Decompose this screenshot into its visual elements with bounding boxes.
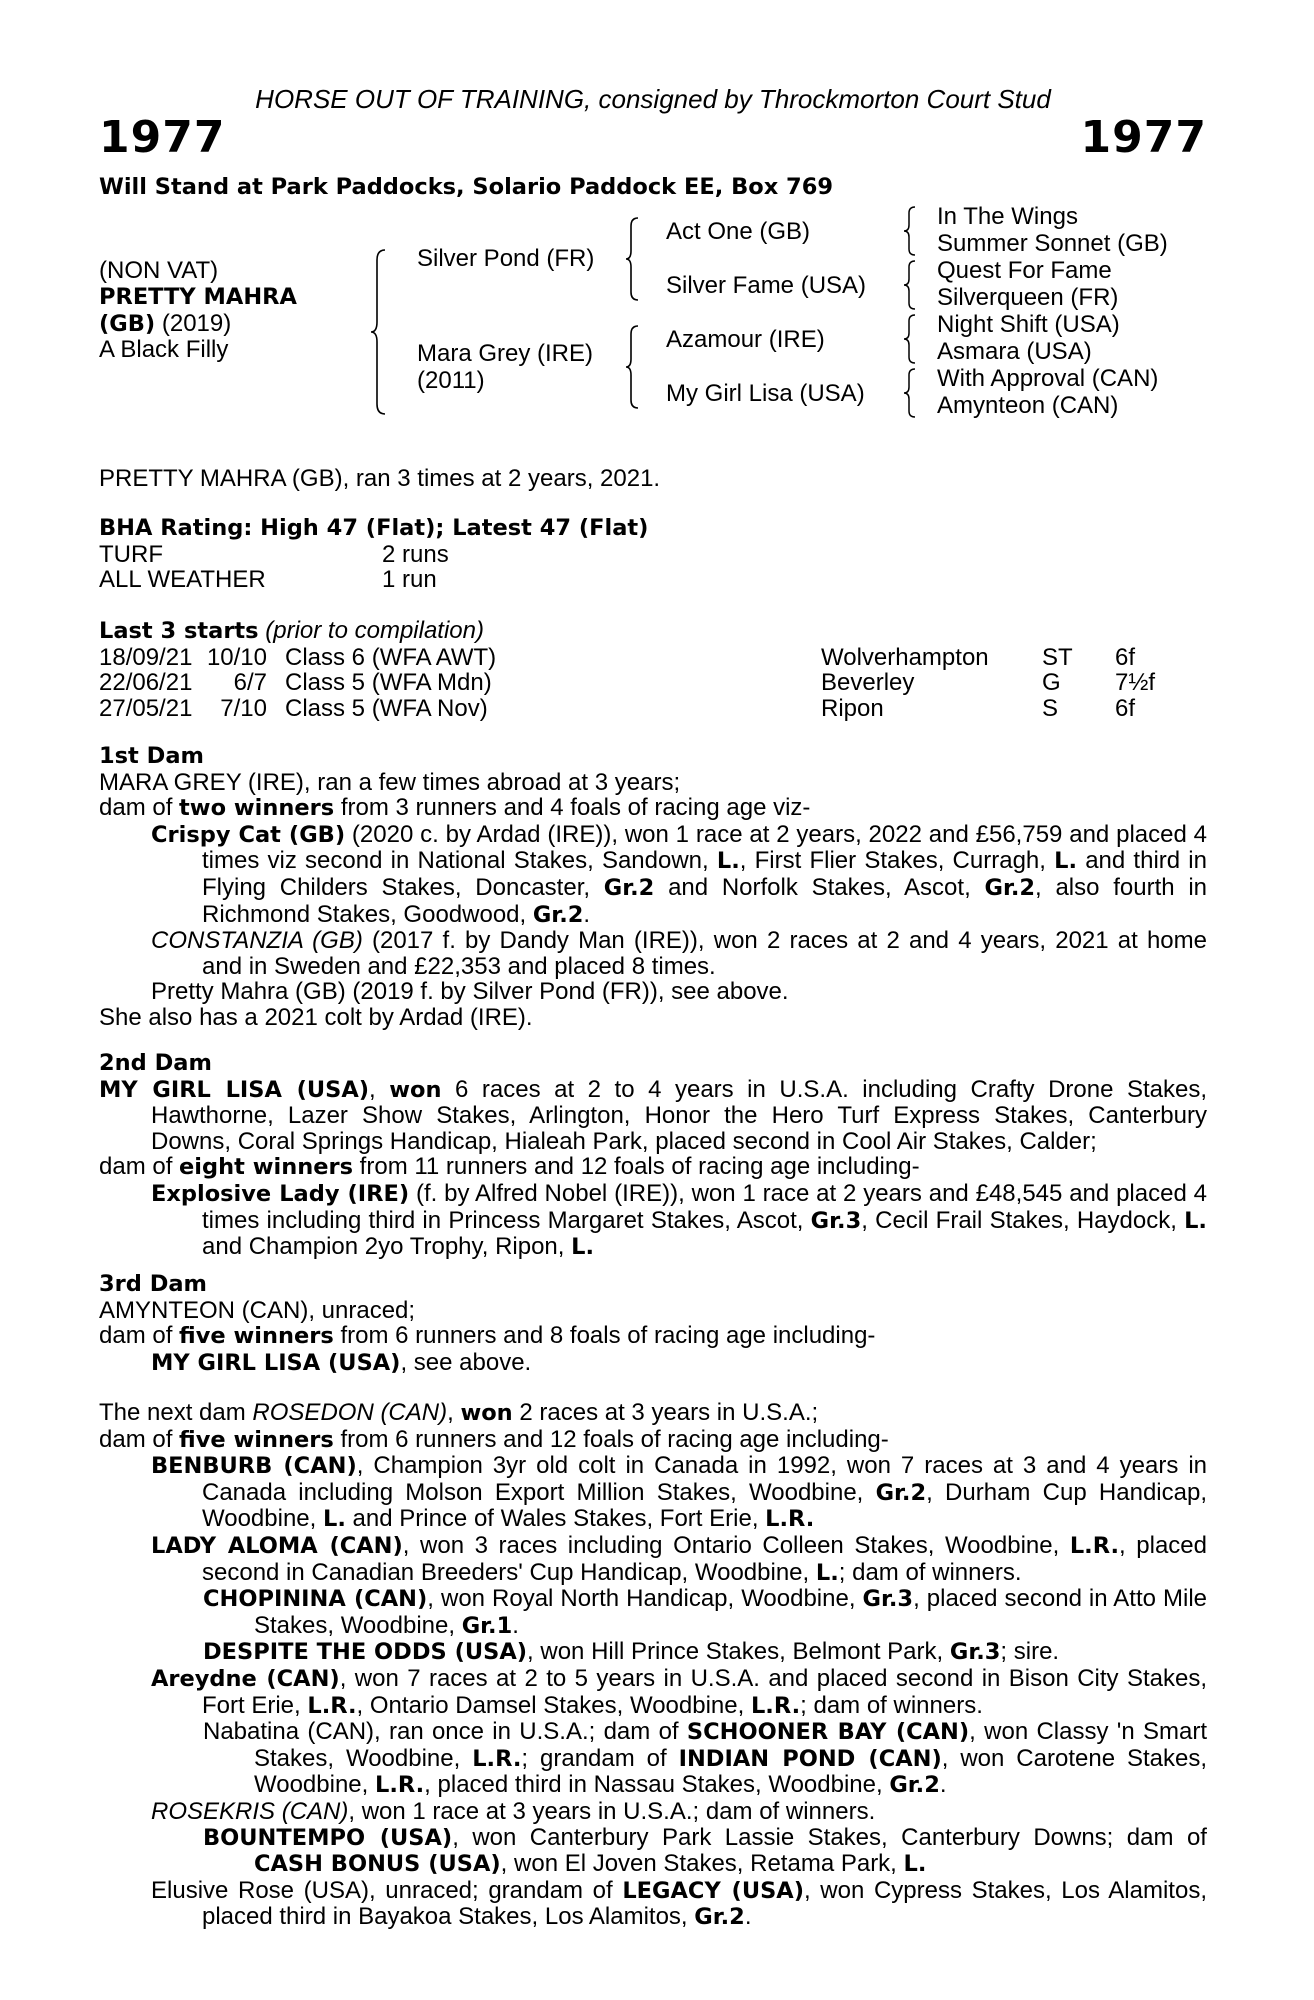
grade: L. <box>571 1234 594 1261</box>
rating-runs: 2 runs <box>382 540 449 568</box>
winners-count: five winners <box>179 1323 334 1350</box>
pedigree-dam-year: (2011) <box>417 367 485 394</box>
grade: L. <box>716 848 740 875</box>
third-dam-produce <box>99 1323 1207 1350</box>
grade: Gr.3 <box>862 1586 914 1613</box>
pedigree-g2-2: Silver Fame (USA) <box>666 272 867 299</box>
grade: L.R. <box>765 1506 815 1533</box>
pedigree-brace-g3-1 <box>902 205 918 257</box>
start-race: Class 5 (WFA Mdn) <box>285 669 492 697</box>
pedigree-g3-4: Silverqueen (FR) <box>937 284 1119 311</box>
text: . <box>512 1611 519 1639</box>
rating-surface: ALL WEATHER <box>99 566 266 594</box>
text: 2 races at 3 years in U.S.A.; <box>512 1399 819 1426</box>
text: , Champion 3yr old colt in Canada in 1992, won 7 races at 3 and 4 years in Canada including Molson Export Million Stakes, Woodbine, <box>202 1452 1207 1506</box>
produce-name: LEGACY (USA) <box>622 1877 804 1904</box>
text: from 6 runners and 8 foals of racing age including- <box>333 1322 876 1350</box>
produce-entry <box>99 1586 1207 1639</box>
pedigree-brace-dam <box>624 324 642 410</box>
start-row <box>99 645 1207 671</box>
text: , won Canterbury Park Lassie Stakes, Canterbury Downs; dam of <box>452 1823 1207 1851</box>
starts-note: (prior to compilation) <box>265 617 484 644</box>
start-going: S <box>1042 694 1059 722</box>
rating-heading: BHA Rating: High 47 (Flat); Latest 47 (Flat) <box>99 515 649 541</box>
produce-name: MY GIRL LISA (USA) <box>151 1349 401 1376</box>
pedigree-sire: Silver Pond (FR) <box>417 245 595 272</box>
text: , won Classy 'n Smart Stakes, Woodbine, <box>254 1718 1207 1772</box>
start-distance: 6f <box>1115 643 1136 671</box>
text: , won 3 races including Ontario Colleen Stakes, Woodbine, <box>402 1531 1070 1559</box>
grade: Gr.3 <box>949 1639 1001 1666</box>
produce-name: CHOPININA (CAN) <box>203 1586 428 1613</box>
lot-number-left: 1977 <box>99 112 226 163</box>
produce-name: BOUNTEMPO (USA) <box>203 1824 453 1851</box>
winners-count: eight winners <box>179 1154 354 1181</box>
grade: L.R. <box>472 1745 522 1772</box>
text: (f. by Alfred Nobel (IRE)), won 1 race at 2 years and £48,545 and placed 4 times including third in Princess Margaret Stakes, Ascot, <box>202 1179 1207 1234</box>
text: , see above. <box>400 1348 532 1376</box>
start-going: G <box>1042 669 1061 697</box>
text: and Prince of Wales Stakes, Fort Erie, <box>345 1505 766 1533</box>
horse-country-year <box>99 311 231 337</box>
grade: L.R. <box>307 1692 357 1719</box>
start-date: 22/06/21 <box>99 669 193 697</box>
produce-entry <box>99 1639 1207 1666</box>
text: , Cecil Frail Stakes, Haydock, <box>861 1206 1185 1234</box>
produce-name: LADY ALOMA (CAN) <box>151 1532 403 1559</box>
grade: L. <box>815 1559 839 1586</box>
pedigree-brace-g3-2 <box>902 259 918 311</box>
produce-entry <box>99 1878 1207 1931</box>
text: ; dam of winners. <box>800 1691 983 1719</box>
text: , won Carotene Stakes, Woodbine, <box>254 1744 1208 1799</box>
lot-number-right: 1977 <box>1080 112 1207 163</box>
first-dam-line: MARA GREY (IRE), ran a few times abroad at 3 years; <box>99 768 681 796</box>
produce-name: ROSEKRIS (CAN) <box>151 1797 349 1825</box>
horse-description: A Black Filly <box>99 336 229 363</box>
text: ; grandam of <box>521 1744 679 1772</box>
produce-entry <box>99 1825 1207 1878</box>
pedigree-g2-3: Azamour (IRE) <box>666 326 825 353</box>
start-course: Wolverhampton <box>821 643 989 671</box>
text: , placed second in Canadian Breeders' Cup Handicap, Woodbine, <box>202 1531 1207 1586</box>
grade: Gr.2 <box>875 1479 927 1506</box>
start-going: ST <box>1042 643 1073 671</box>
produce-name: SCHOONER BAY (CAN) <box>686 1719 970 1746</box>
text: , Durham Cup Handicap, Woodbine, <box>202 1478 1207 1533</box>
produce-entry <box>99 1799 1207 1825</box>
pedigree-g3-3: Quest For Fame <box>937 257 1112 284</box>
start-distance: 6f <box>1115 694 1136 722</box>
vat-status: (NON VAT) <box>99 257 219 284</box>
second-dam-line <box>99 1077 1207 1155</box>
text: , Ontario Damsel Stakes, Woodbine, <box>356 1691 751 1719</box>
grade: L. <box>322 1506 346 1533</box>
second-dam-heading: 2nd Dam <box>99 1050 212 1076</box>
first-dam-heading: 1st Dam <box>99 743 204 769</box>
race-summary: PRETTY MAHRA (GB), ran 3 times at 2 years, 2021. <box>99 465 661 492</box>
text: , First Flier Stakes, Curragh, <box>739 847 1055 875</box>
text: , won Hill Prince Stakes, Belmont Park, <box>527 1638 950 1666</box>
grade: Gr.2 <box>603 874 655 901</box>
grade: Gr.2 <box>984 874 1036 901</box>
text: Elusive Rose (USA), unraced; grandam of <box>151 1876 623 1904</box>
grade: L.R. <box>1069 1532 1120 1559</box>
pedigree-g3-6: Asmara (USA) <box>937 338 1092 365</box>
second-dam-section <box>99 1051 1207 1261</box>
produce-entry <box>99 1719 1207 1799</box>
start-distance: 7½f <box>1115 669 1156 697</box>
pedigree-g3-7: With Approval (CAN) <box>937 365 1159 392</box>
grade: Gr.2 <box>694 1904 745 1931</box>
text: . <box>744 1903 752 1931</box>
horse-year: (2019) <box>161 310 232 337</box>
start-date: 18/09/21 <box>99 643 193 671</box>
grade: Gr.2 <box>889 1772 940 1799</box>
text: from 11 runners and 12 foals of racing age including- <box>353 1153 920 1181</box>
text: and third in Flying Childers Stakes, Doncaster, <box>202 847 1207 901</box>
pedigree-brace-g3-4 <box>902 367 918 419</box>
text: , <box>447 1399 461 1426</box>
start-race: Class 5 (WFA Nov) <box>285 694 488 722</box>
starts-heading: Last 3 starts <box>99 618 259 644</box>
produce-name: Explosive Lady (IRE) <box>151 1180 410 1207</box>
produce-entry: Pretty Mahra (GB) (2019 f. by Silver Pond (FR)), see above. <box>151 978 789 1006</box>
text: ; dam of winners. <box>838 1558 1022 1586</box>
second-dam-produce <box>99 1154 1207 1181</box>
text: dam of <box>99 1153 180 1181</box>
starts-section <box>99 618 1207 721</box>
rating-row-aw <box>99 567 1207 593</box>
pedigree-dam: Mara Grey (IRE) <box>417 340 594 367</box>
horse-name-line <box>99 284 297 310</box>
starts-heading-line <box>99 618 1207 645</box>
grade: L.R. <box>374 1772 425 1799</box>
pedigree-g3-5: Night Shift (USA) <box>937 311 1120 338</box>
rating-section <box>99 516 1207 593</box>
grade: L.R. <box>750 1692 801 1719</box>
produce-entry <box>99 928 1207 979</box>
text: , won 7 races at 2 to 5 years in U.S.A. and placed second in Bison City Stakes, Fort Erie, <box>202 1664 1207 1719</box>
winners-count: two winners <box>179 795 335 822</box>
rating-surface: TURF <box>99 540 163 568</box>
pedigree-brace-gen1 <box>369 248 389 416</box>
next-dam-produce <box>99 1427 1207 1454</box>
text: dam of <box>99 794 180 822</box>
dam-name: ROSEDON (CAN) <box>252 1399 448 1426</box>
won: won <box>389 1076 442 1103</box>
won: won <box>460 1400 513 1426</box>
pedigree-g3-2: Summer Sonnet (GB) <box>937 230 1168 257</box>
start-date: 27/05/21 <box>99 694 193 722</box>
text: and Norfolk Stakes, Ascot, <box>654 873 985 901</box>
text: 6 races at 2 to 4 years in U.S.A. including Crafty Drone Stakes, Hawthorne, Lazer Show Stakes, Arlington, Honor the Hero Turf Express Stakes, Canterbury Downs, Coral Springs Handicap, Hialeah Park, placed second in Cool Air Stakes, Calder; <box>151 1075 1207 1155</box>
winners-count: five winners <box>179 1426 334 1453</box>
pedigree-g3-1: In The Wings <box>937 203 1078 230</box>
text: from 6 runners and 12 foals of racing age including- <box>333 1425 889 1453</box>
dam-name: MY GIRL LISA (USA) <box>99 1076 370 1103</box>
third-dam-section <box>99 1272 1207 1376</box>
text: Nabatina (CAN), ran once in U.S.A.; dam of <box>203 1718 687 1746</box>
start-course: Beverley <box>821 669 915 697</box>
produce-name: Crispy Cat (GB) <box>151 821 346 848</box>
text: ; sire. <box>1000 1638 1060 1666</box>
grade: Gr.3 <box>810 1207 862 1234</box>
start-row <box>99 670 1207 696</box>
pedigree-brace-sire <box>624 216 642 302</box>
text: , also fourth in Richmond Stakes, Goodwood, <box>202 873 1208 928</box>
grade: Gr.1 <box>461 1612 513 1639</box>
first-dam-produce <box>99 795 1207 822</box>
text: , placed second in Atto Mile Stakes, Woodbine, <box>254 1585 1208 1639</box>
grade: Gr.2 <box>532 901 584 928</box>
grade: L. <box>903 1851 927 1878</box>
text: . <box>583 900 591 928</box>
third-dam-heading: 3rd Dam <box>99 1271 207 1297</box>
text: dam of <box>99 1322 180 1350</box>
produce-name: INDIAN POND (CAN) <box>678 1745 942 1772</box>
third-dam-line: AMYNTEON (CAN), unraced; <box>99 1296 416 1324</box>
text: , won El Joven Stakes, Retama Park, <box>500 1850 904 1878</box>
produce-name: BENBURB (CAN) <box>151 1453 357 1480</box>
grade: L. <box>1184 1207 1207 1234</box>
produce-name: Areydne (CAN) <box>151 1665 340 1692</box>
produce-entry <box>99 1453 1207 1533</box>
produce-entry <box>99 1350 1207 1377</box>
start-course: Ripon <box>821 694 884 722</box>
pedigree-g2-1: Act One (GB) <box>666 218 811 245</box>
start-position: 7/10 <box>220 694 267 722</box>
rating-runs: 1 run <box>382 566 437 594</box>
produce-name: CASH BONUS (USA) <box>254 1851 501 1878</box>
next-dam-line <box>99 1400 1207 1427</box>
produce-entry <box>99 1666 1207 1719</box>
text: . <box>939 1771 947 1799</box>
produce-entry <box>99 1181 1207 1261</box>
rating-row-turf <box>99 542 1207 568</box>
consignment-line: HORSE OUT OF TRAINING, consigned by Throckmorton Court Stud <box>255 84 1051 114</box>
produce-name: CONSTANZIA (GB) <box>151 927 363 955</box>
horse-name: PRETTY MAHRA <box>99 284 297 310</box>
text: , won Cypress Stakes, Los Alamitos, placed third in Bayakoa Stakes, Los Alamitos, <box>202 1876 1207 1931</box>
start-position: 6/7 <box>233 669 267 697</box>
pedigree-g3-8: Amynteon (CAN) <box>937 392 1119 419</box>
text: , placed third in Nassau Stakes, Woodbine, <box>424 1771 890 1799</box>
first-dam-footnote: She also has a 2021 colt by Ardad (IRE). <box>99 1003 533 1031</box>
text: , won 1 race at 3 years in U.S.A.; dam of winners. <box>348 1797 876 1825</box>
text: , <box>369 1075 390 1103</box>
start-race: Class 6 (WFA AWT) <box>285 643 497 671</box>
produce-name: DESPITE THE ODDS (USA) <box>203 1639 528 1666</box>
text: and Champion 2yo Trophy, Ripon, <box>202 1233 572 1261</box>
text: from 3 runners and 4 foals of racing age viz- <box>334 794 811 822</box>
first-dam-section <box>99 744 1207 1031</box>
text: , won Royal North Handicap, Woodbine, <box>427 1585 863 1613</box>
produce-entry <box>99 822 1207 928</box>
start-position: 10/10 <box>206 643 267 671</box>
next-dam-section <box>99 1400 1207 1931</box>
horse-country: (GB) <box>99 311 156 337</box>
text: (2020 c. by Ardad (IRE)), won 1 race at 2 years, 2022 and £56,759 and placed 4 times viz second in National Stakes, Sandown, <box>202 820 1207 875</box>
text: The next dam <box>99 1399 253 1426</box>
produce-entry <box>99 1533 1207 1586</box>
text: dam of <box>99 1425 180 1453</box>
start-row <box>99 696 1207 722</box>
stand-location: Will Stand at Park Paddocks, Solario Paddock EE, Box 769 <box>99 174 834 200</box>
text: (2017 f. by Dandy Man (IRE)), won 2 races at 2 and 4 years, 2021 at home and in Sweden and £22,353 and placed 8 times. <box>202 927 1207 980</box>
pedigree-g2-4: My Girl Lisa (USA) <box>666 380 865 407</box>
grade: L. <box>1054 848 1078 875</box>
pedigree-brace-g3-3 <box>902 313 918 365</box>
